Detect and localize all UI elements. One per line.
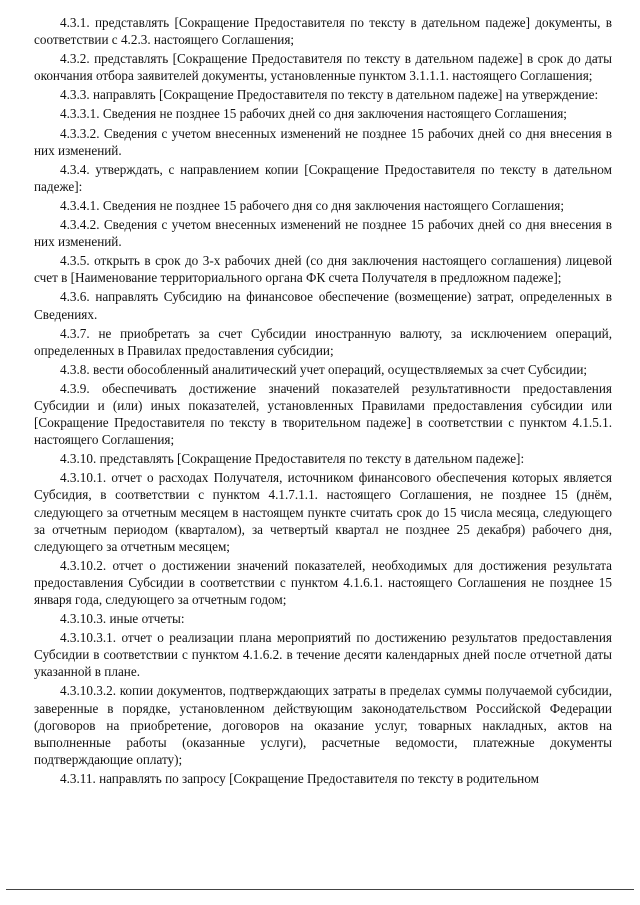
clause-4-3-3-1: 4.3.3.1. Сведения не позднее 15 рабочих дней со дня заключения настоящего Соглашения; (60, 106, 567, 122)
clause-4-3-3-2: 4.3.3.2. Сведения с учетом внесенных изменений не позднее 15 рабочих дней со дня внесения в них изменений. (34, 125, 612, 158)
clause-4-3-7: 4.3.7. не приобретать за счет Субсидии иностранную валюту, за исключением операций, определенных в Правилах предоставления субсидии; (34, 325, 612, 358)
page-bottom-divider (6, 889, 634, 890)
clause-4-3-5: 4.3.5. открыть в срок до 3-х рабочих дней (со дня заключения настоящего соглашения) лицевой счет в [Наименование территориального органа ФК счета Получателя в предложном падеже]; (34, 253, 612, 286)
clause-4-3-10-3-2: 4.3.10.3.2. копии документов, подтверждающих затраты в пределах суммы получаемой субсидии, заверенные в порядке, установленном действующим законодательством Российской Федерации (договоров на приобретение, договоров на оказание услуг, товарных накладных, актов на выполненные работы (оказанные услуги), расчетные ведомости, платежные документы подтверждающие оплату); (34, 683, 612, 767)
clause-4-3-10-2: 4.3.10.2. отчет о достижении значений показателей, необходимых для достижения результата предоставления Субсидии в соответствии с пунктом 4.1.6.1. настоящего Соглашения не позднее 15 января года, следующего за отчетным годом; (34, 557, 612, 607)
clause-4-3-4-2: 4.3.4.2. Сведения с учетом внесенных изменений не позднее 15 рабочих дней со дня внесения в них изменений. (34, 217, 612, 250)
clause-4-3-10-3-1: 4.3.10.3.1. отчет о реализации плана мероприятий по достижению результатов предоставления Субсидии в соответствии с пунктом 4.1.6.2. в течение десяти календарных дней после отчетной даты указанной в плане. (34, 630, 612, 680)
clause-4-3-2: 4.3.2. представлять [Сокращение Предоставителя по тексту в дательном падеже] в срок до даты окончания отбора заявителей документы, установленные пунктом 3.1.1.1. настоящего Соглашения; (34, 51, 612, 84)
clause-4-3-11: 4.3.11. направлять по запросу [Сокращение Предоставителя по тексту в родительном (60, 770, 539, 786)
clause-4-3-4: 4.3.4. утверждать, с направлением копии [Сокращение Предоставителя по тексту в дательном падеже]: (34, 161, 612, 194)
clause-4-3-3: 4.3.3. направлять [Сокращение Предоставителя по тексту в дательном падеже] на утверждение: (60, 87, 599, 103)
clause-4-3-9: 4.3.9. обеспечивать достижение значений показателей результативности предоставления Субсидии и (или) иных показателей, установленных Правилами предоставления субсидии или [Сокращение Предоставителя по тексту в творительном падеже] в соответствии с пунктом 4.1.5.1. настоящего Соглашения; (34, 380, 612, 448)
clause-4-3-6: 4.3.6. направлять Субсидию на финансовое обеспечение (возмещение) затрат, определенных в Сведениях. (34, 289, 612, 322)
document-body (34, 14, 612, 789)
clause-4-3-10-3: 4.3.10.3. иные отчеты: (60, 611, 185, 627)
clause-4-3-8: 4.3.8. вести обособленный аналитический учет операций, осуществляемых за счет Субсидии; (60, 361, 588, 377)
clause-4-3-4-1: 4.3.4.1. Сведения не позднее 15 рабочего дня со дня заключения настоящего Соглашения; (60, 197, 564, 213)
clause-4-3-1: 4.3.1. представлять [Сокращение Предоставителя по тексту в дательном падеже] документы, в соответствии с 4.2.3. настоящего Соглашения; (34, 15, 612, 48)
clause-4-3-10: 4.3.10. представлять [Сокращение Предоставителя по тексту в дательном падеже]: (60, 451, 525, 467)
clause-4-3-10-1: 4.3.10.1. отчет о расходах Получателя, источником финансового обеспечения которых является Субсидия, в соответствии с пунктом 4.1.7.1.1. настоящего Соглашения, не позднее 15 (днём, следующего за отчетным месяцем в настоящем пункте считать срок до 15 числа месяца, следующего за отчетным периодом (кварталом), за четвертый квартал не позднее 25 декабря) рабочего дня, следующего за отчетным месяцем; (34, 470, 612, 554)
